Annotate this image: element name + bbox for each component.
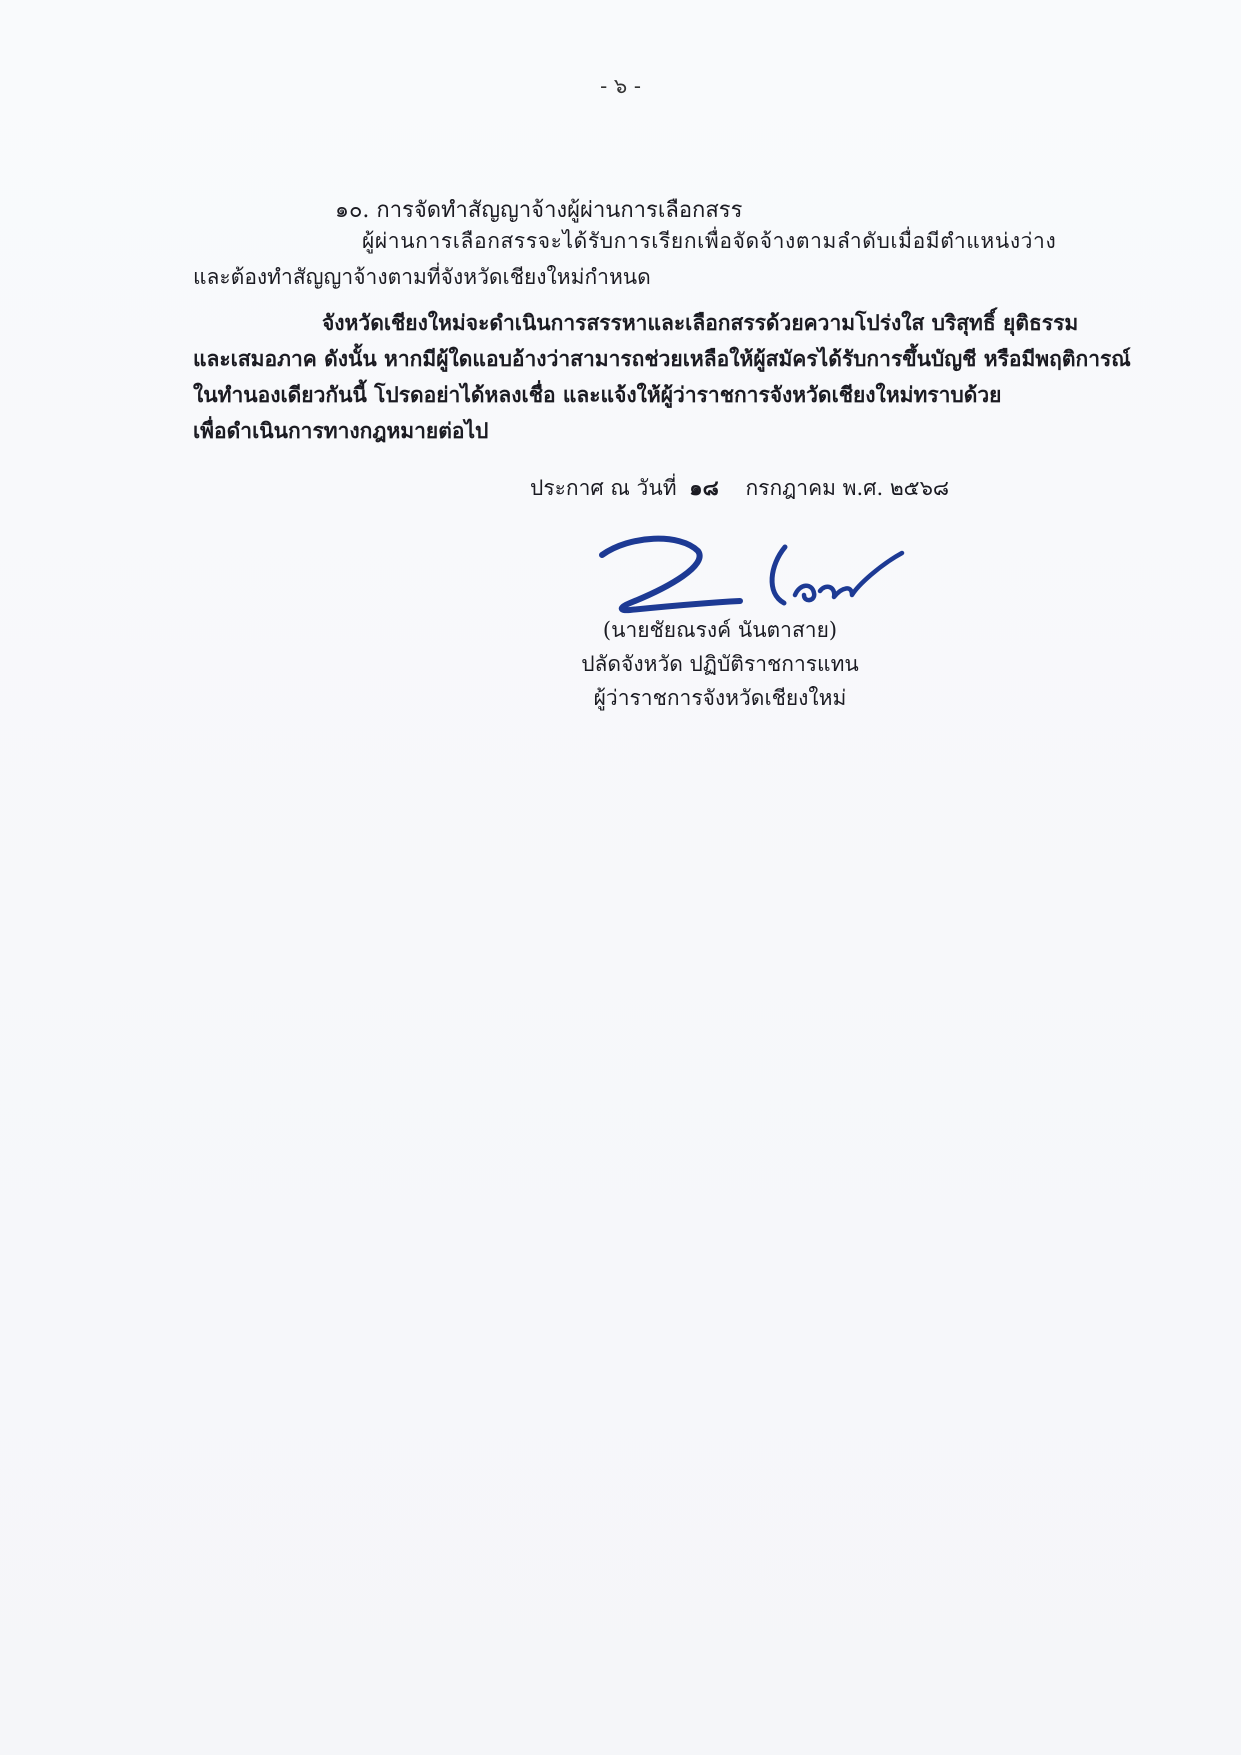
announcement-month-year: กรกฎาคม พ.ศ. ๒๕๖๘ bbox=[745, 476, 950, 500]
handwritten-signature bbox=[590, 525, 910, 615]
section-paragraph-line-2: และต้องทำสัญญาจ้างตามที่จังหวัดเชียงใหม่กำหนด bbox=[193, 265, 651, 289]
signature-stroke-3 bbox=[795, 553, 902, 600]
signer-title-line-1: ปลัดจังหวัด ปฏิบัติราชการแทน bbox=[581, 652, 859, 676]
notice-line-3: ในทำนองเดียวกันนี้ โปรดอย่าได้หลงเชื่อ และแจ้งให้ผู้ว่าราชการจังหวัดเชียงใหม่ทราบด้วย bbox=[193, 382, 1002, 407]
signer-title-line-2: ผู้ว่าราชการจังหวัดเชียงใหม่ bbox=[593, 686, 847, 710]
notice-line-2: และเสมอภาค ดังนั้น หากมีผู้ใดแอบอ้างว่าสามารถช่วยเหลือให้ผู้สมัครได้รับการขึ้นบัญชี หรือมีพฤติการณ์ bbox=[193, 346, 1131, 371]
announcement-day: ๑๘ bbox=[689, 475, 719, 500]
section-heading: ๑๐. การจัดทำสัญญาจ้างผู้ผ่านการเลือกสรร bbox=[335, 198, 743, 223]
notice-line-4: เพื่อดำเนินการทางกฎหมายต่อไป bbox=[193, 418, 489, 443]
signature-stroke-2 bbox=[772, 547, 785, 603]
announcement-prefix: ประกาศ ณ วันที่ bbox=[530, 476, 677, 500]
announcement-date bbox=[530, 472, 955, 505]
signature-stroke-1 bbox=[602, 539, 740, 610]
notice-line-1: จังหวัดเชียงใหม่จะดำเนินการสรรหาและเลือกสรรด้วยความโปร่งใส บริสุทธิ์ ยุติธรรม bbox=[322, 310, 1079, 335]
signer-name: (นายชัยณรงค์ นันตาสาย) bbox=[602, 618, 838, 642]
section-paragraph-line-1: ผู้ผ่านการเลือกสรรจะได้รับการเรียกเพื่อจัดจ้างตามลำดับเมื่อมีตำแหน่งว่าง bbox=[362, 229, 1057, 253]
page-number: - ๖ - bbox=[600, 74, 641, 98]
